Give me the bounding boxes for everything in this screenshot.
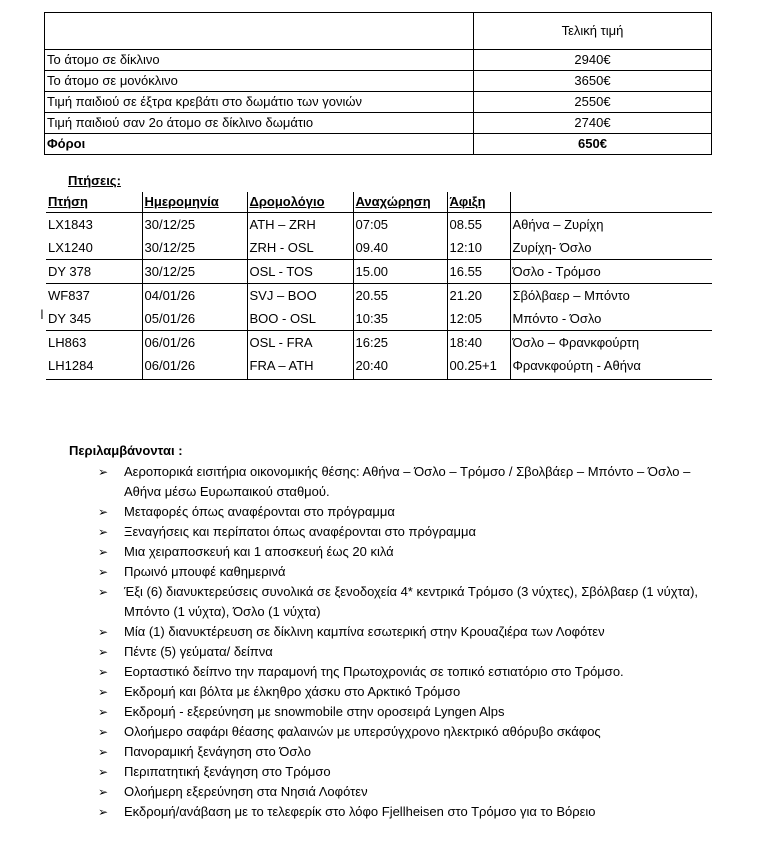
price-label: Τιμή παιδιού σαν 2ο άτομο σε δίκλινο δωμάτιο — [45, 113, 474, 134]
flight-row — [46, 331, 712, 355]
flight-date: 04/01/26 — [142, 284, 247, 308]
arrow-bullet-icon: ➢ — [98, 465, 109, 479]
flight-date: 06/01/26 — [142, 354, 247, 380]
flight-departure: 09.40 — [353, 236, 447, 260]
price-label: Το άτομο σε δίκλινο — [45, 50, 474, 71]
flight-route: OSL - FRA — [247, 331, 353, 355]
flight-row — [46, 236, 712, 260]
list-item: ➢ Περιπατητική ξενάγηση στο Τρόμσο — [98, 762, 698, 782]
list-item: ➢ Αεροπορικά εισιτήρια οικονομικής θέσης: Αθήνα – Όσλο – Τρόμσο / Σβολβάερ – Μπόντο – Όσλο – Αθήνα μέσω Ευρωπαικού σταθμού. — [98, 464, 691, 499]
flight-arrival: 08.55 — [447, 213, 510, 237]
flight-row — [46, 354, 712, 380]
flight-number: DY 378 — [46, 260, 142, 284]
flight-route: OSL - TOS — [247, 260, 353, 284]
flight-number: LH863 — [48, 335, 87, 350]
flight-route: BOO - OSL — [247, 307, 353, 331]
flight-departure: 07:05 — [353, 213, 447, 237]
list-item: ➢ Εκδρομή και βόλτα με έλκηθρο χάσκυ στο Αρκτικό Τρόμσο — [98, 682, 698, 702]
flight-departure: 15.00 — [353, 260, 447, 284]
price-value: 2940€ — [474, 50, 712, 71]
flight-cities: Όσλο - Τρόμσο — [510, 260, 712, 284]
arrow-bullet-icon: ➢ — [98, 665, 109, 679]
list-item: ➢ Μία (1) διανυκτέρευση σε δίκλινη καμπίνα εσωτερική στην Κρουαζιέρα των Λοφότεν — [98, 622, 698, 642]
flight-number: DY 345 — [46, 307, 142, 331]
list-item: ➢ Πανοραμική ξενάγηση στο Όσλο — [98, 742, 698, 762]
list-item: ➢ Εορταστικό δείπνο την παραμονή της Πρωτοχρονιάς σε τοπικό εστιατόριο στο Τρόμσο. — [98, 662, 698, 682]
flight-cities: Σβόλβαερ – Μπόντο — [510, 284, 712, 308]
flight-date: 30/12/25 — [142, 260, 247, 284]
flight-date: 30/12/25 — [142, 213, 247, 237]
flight-route: SVJ – BOO — [247, 284, 353, 308]
flight-route: ATH – ZRH — [247, 213, 353, 237]
list-item: ➢ Μεταφορές όπως αναφέρονται στο πρόγραμμα — [98, 502, 698, 522]
arrow-bullet-icon: ➢ — [98, 765, 109, 779]
flight-route: FRA – ATH — [247, 354, 353, 380]
flight-arrival: 18:40 — [447, 331, 510, 355]
included-title: Περιλαμβάνονται : — [69, 443, 183, 458]
flight-number: LX1240 — [46, 236, 142, 260]
flight-date: 30/12/25 — [142, 236, 247, 260]
price-table-corner — [45, 13, 474, 50]
price-value: 2740€ — [474, 113, 712, 134]
flights-table — [46, 192, 712, 380]
cities-column-header — [510, 192, 712, 213]
list-item: ➢ Εκδρομή - εξερεύνηση με snowmobile στην οροσειρά Lyngen Alps — [98, 702, 698, 722]
arrival-column-header: Άφιξη — [447, 192, 510, 213]
arrow-bullet-icon: ➢ — [98, 565, 109, 579]
flight-departure: 20.55 — [353, 284, 447, 308]
flight-date: 05/01/26 — [142, 307, 247, 331]
flight-row — [46, 284, 712, 308]
flight-departure: 20:40 — [353, 354, 447, 380]
arrow-bullet-icon: ➢ — [98, 805, 109, 819]
flight-arrival: 21.20 — [447, 284, 510, 308]
flight-number: LX1843 — [48, 217, 93, 232]
taxes-value: 650€ — [474, 134, 712, 155]
price-table — [44, 12, 712, 155]
arrow-bullet-icon: ➢ — [98, 785, 109, 799]
list-item: ➢ Ολοήμερη εξερεύνηση στα Νησιά Λοφότεν — [98, 782, 698, 802]
date-column-header: Ημερομηνία — [142, 192, 247, 213]
flight-arrival: 00.25+1 — [447, 354, 510, 380]
price-label: Τιμή παιδιού σε έξτρα κρεβάτι στο δωμάτιο των γονιών — [45, 92, 474, 113]
flight-route: ZRH - OSL — [247, 236, 353, 260]
flight-row — [46, 213, 712, 237]
text-cursor-icon: I — [40, 306, 44, 322]
arrow-bullet-icon: ➢ — [98, 685, 109, 699]
list-item: ➢ Πέντε (5) γεύματα/ δείπνα — [98, 642, 698, 662]
price-value: 3650€ — [474, 71, 712, 92]
taxes-label: Φόροι — [45, 134, 474, 155]
flight-cities: Φρανκφούρτη - Αθήνα — [510, 354, 712, 380]
flight-number: WF837 — [48, 288, 90, 303]
arrow-bullet-icon: ➢ — [98, 505, 109, 519]
final-price-header: Τελική τιμή — [474, 13, 712, 50]
flight-cities: Όσλο – Φρανκφούρτη — [510, 331, 712, 355]
flight-cities: Αθήνα – Ζυρίχη — [510, 213, 712, 237]
flight-cities: Ζυρίχη- Όσλο — [510, 236, 712, 260]
flight-number: LH1284 — [46, 354, 142, 380]
list-item: ➢ Έξι (6) διανυκτερεύσεις συνολικά σε ξενοδοχεία 4* κεντρικά Τρόμσο (3 νύχτες), Σβόλβαερ (1 νύχτα), Μπόντο (1 νύχτα), Όσλο (1 νύχτα) — [98, 584, 699, 619]
price-value: 2550€ — [474, 92, 712, 113]
price-label: Το άτομο σε μονόκλινο — [45, 71, 474, 92]
arrow-bullet-icon: ➢ — [98, 585, 109, 599]
flight-row — [46, 307, 712, 331]
list-item: ➢ Πρωινό μπουφέ καθημερινά — [98, 562, 698, 582]
flight-arrival: 12:05 — [447, 307, 510, 331]
list-item: ➢ Ολοήμερο σαφάρι θέασης φαλαινών με υπερσύγχρονο ηλεκτρικό αθόρυβο σκάφος — [98, 722, 698, 742]
route-column-header: Δρομολόγιο — [247, 192, 353, 213]
included-list — [98, 462, 698, 822]
arrow-bullet-icon: ➢ — [98, 725, 109, 739]
arrow-bullet-icon: ➢ — [98, 705, 109, 719]
flight-column-header: Πτήση — [46, 192, 142, 213]
arrow-bullet-icon: ➢ — [98, 625, 109, 639]
flight-departure: 16:25 — [353, 331, 447, 355]
flight-arrival: 16.55 — [447, 260, 510, 284]
list-item: ➢ Μια χειραποσκευή και 1 αποσκευή έως 20 κιλά — [98, 542, 698, 562]
flight-arrival: 12:10 — [447, 236, 510, 260]
flights-title: Πτήσεις: — [68, 173, 121, 188]
arrow-bullet-icon: ➢ — [98, 645, 109, 659]
arrow-bullet-icon: ➢ — [98, 525, 109, 539]
flight-row — [46, 260, 712, 284]
list-item: ➢ Ξεναγήσεις και περίπατοι όπως αναφέρονται στο πρόγραμμα — [98, 522, 698, 542]
list-item: ➢ Εκδρομή/ανάβαση με το τελεφερίκ στο λόφο Fjellheisen στο Τρόμσο για το Βόρειο — [98, 802, 698, 822]
arrow-bullet-icon: ➢ — [98, 745, 109, 759]
departure-column-header: Αναχώρηση — [353, 192, 447, 213]
arrow-bullet-icon: ➢ — [98, 545, 109, 559]
flight-cities: Μπόντο - Όσλο — [510, 307, 712, 331]
flight-departure: 10:35 — [353, 307, 447, 331]
flight-date: 06/01/26 — [142, 331, 247, 355]
